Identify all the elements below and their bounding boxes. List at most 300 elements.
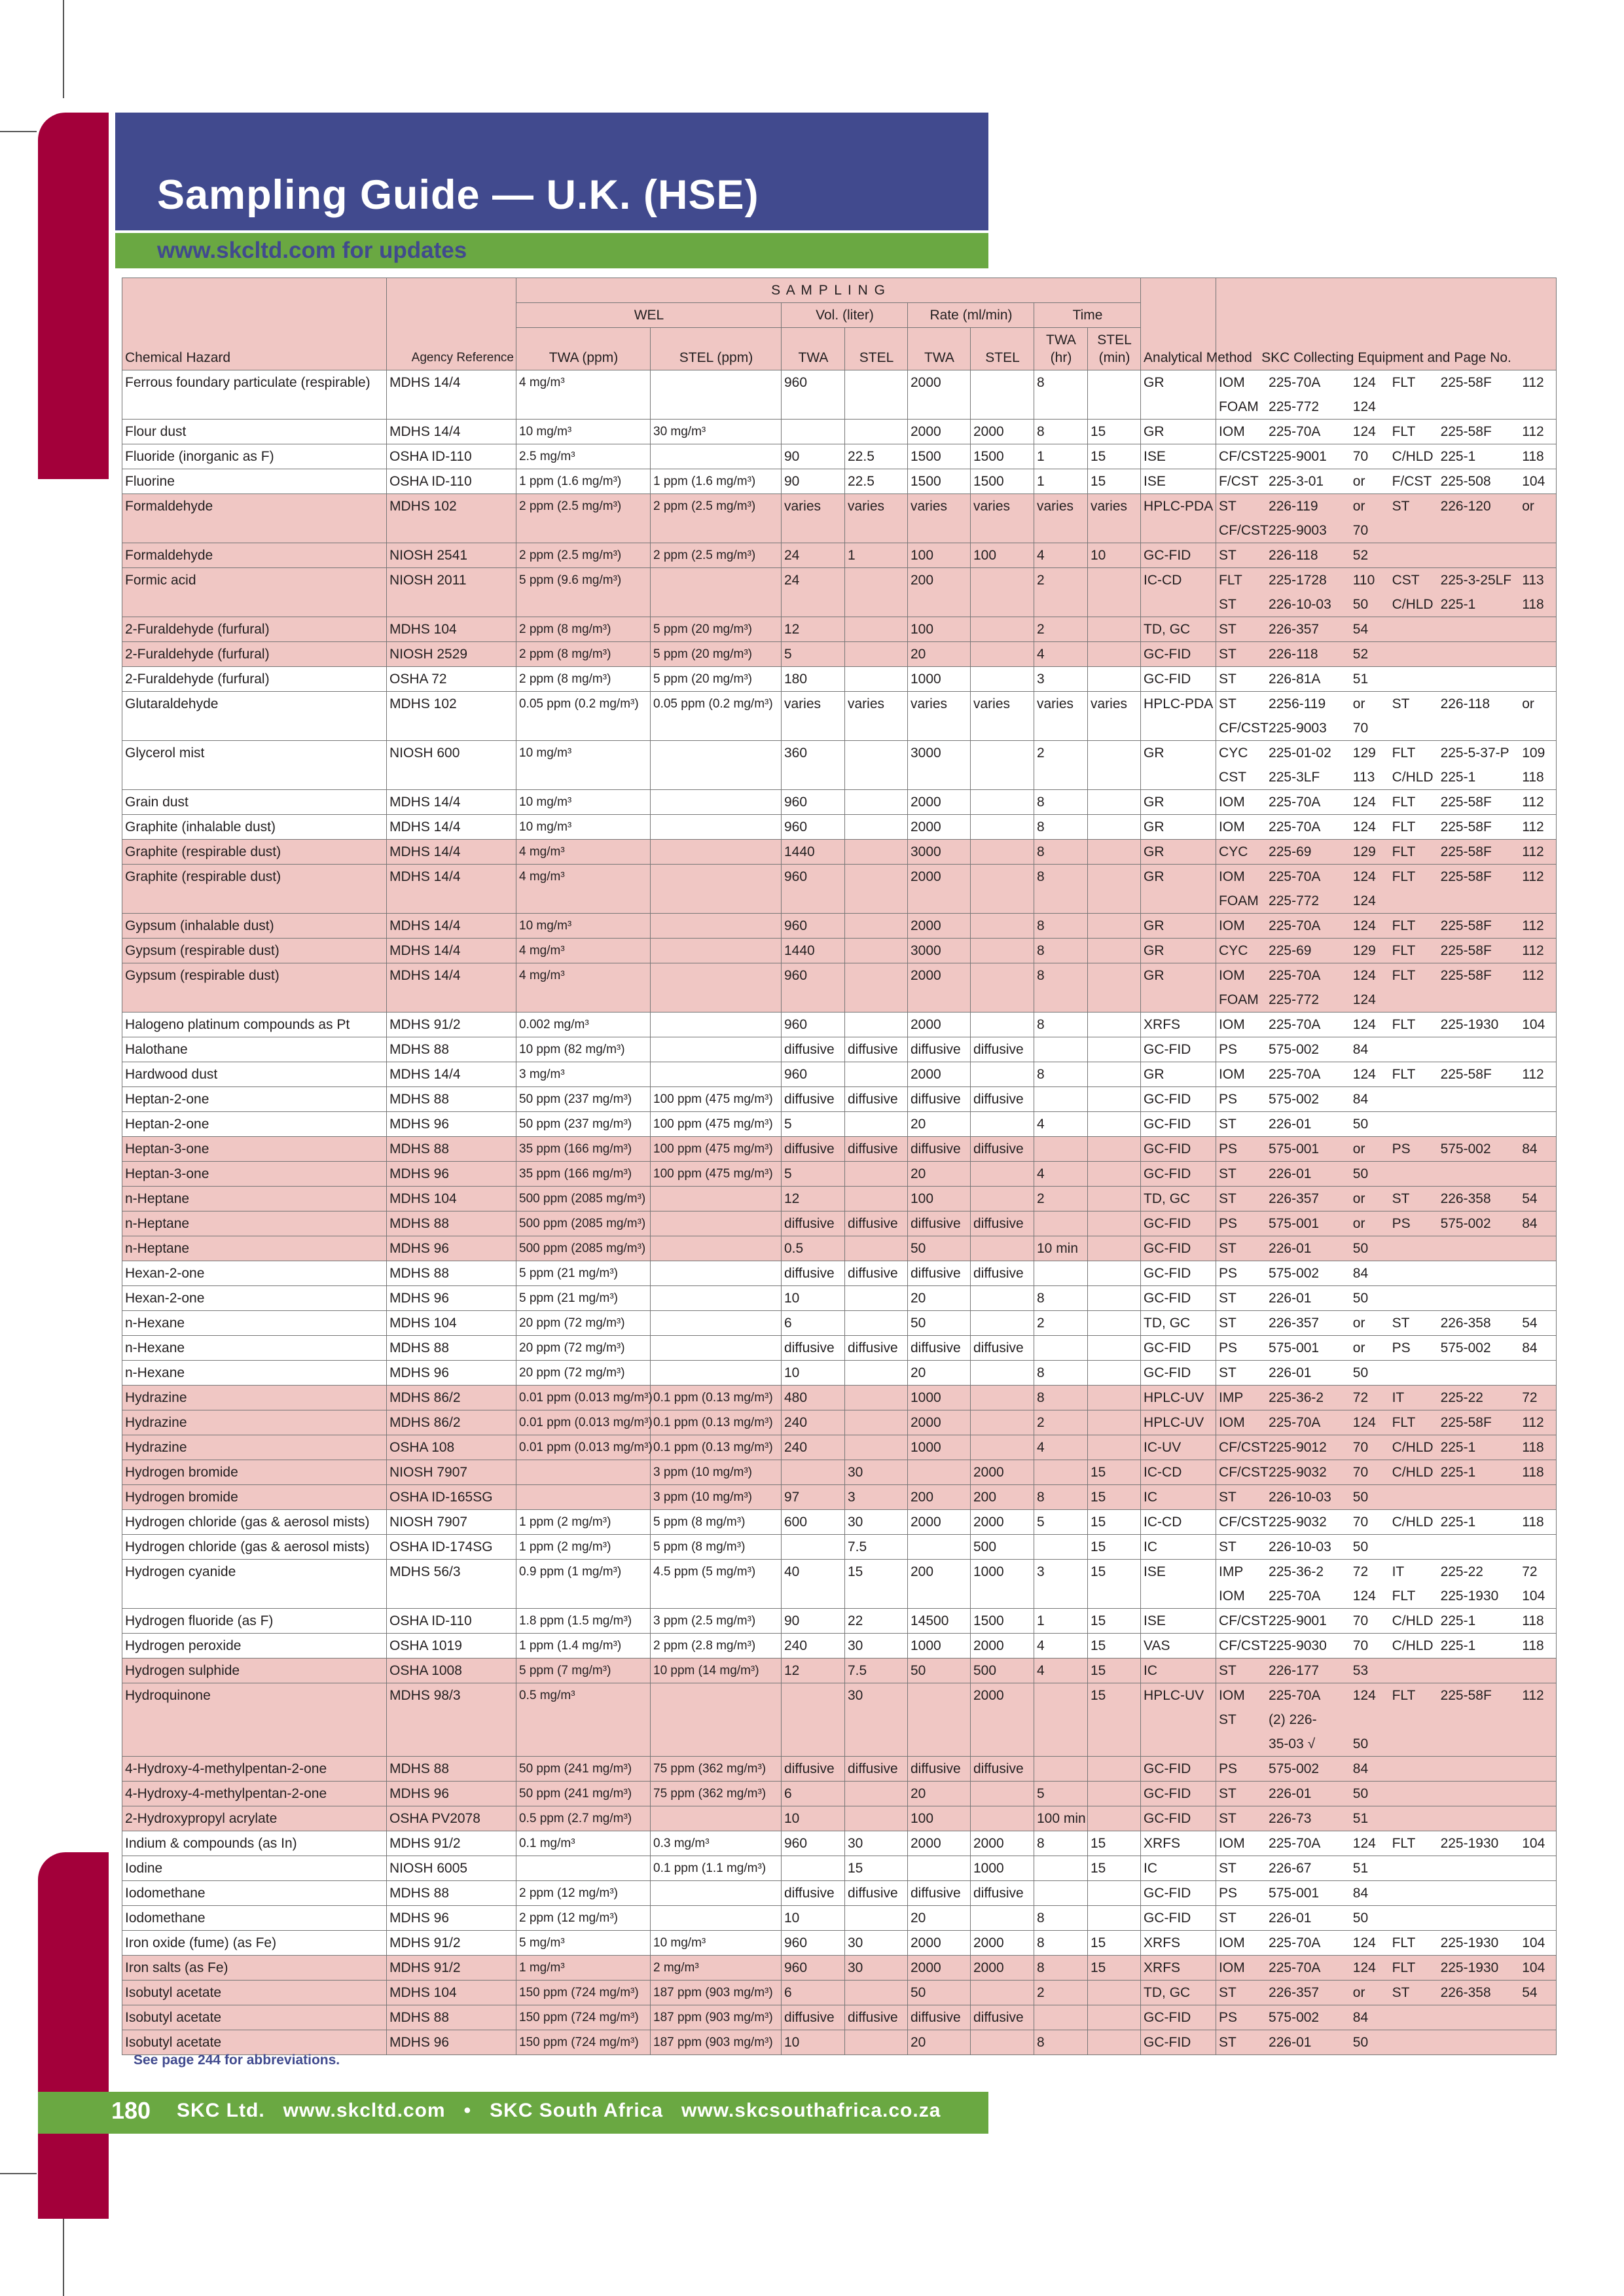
method-cell: IC (1141, 1659, 1216, 1683)
method-cell: GR (1141, 914, 1216, 939)
equipment-item (1519, 1162, 1556, 1186)
rate-stel-cell: 100 (971, 543, 1034, 568)
equipment-item: F/CST (1219, 474, 1259, 489)
equipment-item: 112 (1522, 844, 1544, 859)
wel-stel-cell: 3 ppm (2.5 mg/m³) (651, 1609, 782, 1634)
vol-stel-cell: 3 (845, 1485, 908, 1510)
equipment-item (1519, 988, 1556, 1012)
equipment-item: FLT (1392, 1960, 1416, 1975)
chemical-cell: n-Heptane (122, 1187, 387, 1211)
equipment-item: PS (1219, 1216, 1238, 1231)
table-row (122, 1261, 1557, 1286)
rate-twa-cell: 100 (908, 543, 971, 568)
crop-mark (63, 2206, 64, 2296)
wel-stel-cell (651, 1683, 782, 1757)
time-twa-cell: 4 (1034, 1435, 1088, 1460)
vol-stel-cell (845, 1386, 908, 1410)
wel-stel-cell: 0.05 ppm (0.2 mg/m³) (651, 692, 782, 741)
equipment-cell (1216, 963, 1557, 1013)
time-stel-cell: varies (1088, 494, 1141, 543)
method-cell: HPLC-PDA (1141, 494, 1216, 543)
time-twa-cell: 8 (1034, 420, 1088, 444)
equipment-cell (1216, 790, 1557, 815)
vol-stel-cell (845, 1286, 908, 1311)
equipment-item (1519, 1806, 1556, 1831)
method-cell: XRFS (1141, 1931, 1216, 1956)
equipment-cell (1216, 1782, 1557, 1806)
equipment-cell (1216, 1361, 1557, 1386)
vol-twa-cell: diffusive (782, 1881, 845, 1906)
equipment-item: or (1352, 1340, 1365, 1355)
rate-twa-cell: 50 (908, 1981, 971, 2005)
equipment-item: 225-9032 (1269, 1465, 1327, 1480)
table-row (122, 1683, 1557, 1757)
rate-twa-cell: diffusive (908, 1137, 971, 1162)
table-row (122, 617, 1557, 642)
wel-stel-cell (651, 1013, 782, 1037)
vol-twa-cell: 90 (782, 469, 845, 494)
equipment-cell (1216, 741, 1557, 790)
equipment-item: 575-001 (1269, 1340, 1320, 1355)
agency-cell: NIOSH 600 (387, 741, 516, 790)
wel-stel-cell: 5 ppm (8 mg/m³) (651, 1535, 782, 1560)
agency-cell: MDHS 88 (387, 1137, 516, 1162)
time-twa-cell: 8 (1034, 790, 1088, 815)
method-cell: GR (1141, 1062, 1216, 1087)
equipment-item: FLT (1392, 1836, 1416, 1851)
equipment-cell (1216, 1634, 1557, 1659)
equipment-item: 225-58F (1440, 943, 1492, 958)
rate-stel-cell (971, 1981, 1034, 2005)
equipment-item: 112 (1522, 1415, 1544, 1430)
table-row (122, 1757, 1557, 1782)
equipment-item (1390, 1881, 1438, 1905)
equipment-cell (1216, 1609, 1557, 1634)
rate-stel-cell (971, 667, 1034, 692)
table-row (122, 420, 1557, 444)
method-cell: GC-FID (1141, 1162, 1216, 1187)
equipment-item: 70 (1352, 1613, 1369, 1628)
wel-twa-cell: 10 mg/m³ (516, 914, 651, 939)
header-rate-stel: STEL (971, 328, 1034, 370)
chemical-cell: Fluorine (122, 469, 387, 494)
table-row (122, 667, 1557, 692)
equipment-item: FLT (1392, 1588, 1416, 1604)
table-row (122, 1435, 1557, 1460)
time-stel-cell: 15 (1088, 1856, 1141, 1881)
update-url-note[interactable]: www.skcltd.com for updates (157, 238, 467, 263)
equipment-item (1438, 1732, 1520, 1756)
chemical-cell: n-Heptane (122, 1211, 387, 1236)
method-cell: GC-FID (1141, 1087, 1216, 1112)
rate-stel-cell: diffusive (971, 1087, 1034, 1112)
vol-stel-cell (845, 815, 908, 840)
chemical-cell: Formaldehyde (122, 494, 387, 543)
time-stel-cell (1088, 1361, 1141, 1386)
equipment-item: PS (1219, 1886, 1238, 1901)
vol-stel-cell (845, 1112, 908, 1137)
equipment-item: 112 (1522, 424, 1544, 439)
time-stel-cell (1088, 1981, 1141, 2005)
time-twa-cell: 2 (1034, 741, 1088, 790)
equipment-item: 50 (1352, 1736, 1369, 1751)
equipment-item: 225-1930 (1440, 1836, 1499, 1851)
time-stel-cell (1088, 568, 1141, 617)
wel-stel-cell: 187 ppm (903 mg/m³) (651, 2030, 782, 2055)
equipment-item: ST (1219, 647, 1236, 662)
equipment-item: 84 (1352, 1042, 1369, 1057)
equipment-item (1519, 1782, 1556, 1806)
wel-twa-cell (516, 1460, 651, 1485)
time-stel-cell (1088, 939, 1141, 963)
equipment-item: or (1352, 1985, 1365, 2000)
time-stel-cell (1088, 1782, 1141, 1806)
rate-stel-cell: diffusive (971, 1881, 1034, 1906)
vol-stel-cell (845, 1361, 908, 1386)
wel-stel-cell: 100 ppm (475 mg/m³) (651, 1112, 782, 1137)
equipment-item: 112 (1522, 1067, 1544, 1082)
equipment-item: FLT (1392, 1415, 1416, 1430)
equipment-item: 50 (1352, 1166, 1369, 1181)
method-cell: IC-UV (1141, 1435, 1216, 1460)
equipment-item: 70 (1352, 1465, 1369, 1480)
equipment-item (1519, 1757, 1556, 1781)
method-cell: GC-FID (1141, 1906, 1216, 1931)
rate-twa-cell: varies (908, 692, 971, 741)
vol-stel-cell (845, 790, 908, 815)
vol-stel-cell: diffusive (845, 1037, 908, 1062)
wel-twa-cell: 5 ppm (7 mg/m³) (516, 1659, 651, 1683)
equipment-item (1519, 543, 1556, 567)
equipment-item: 104 (1522, 1935, 1545, 1950)
equipment-item: 104 (1522, 1960, 1545, 1975)
crop-mark (0, 2173, 37, 2174)
equipment-item: 124 (1352, 1415, 1376, 1430)
equipment-item: 225-1930 (1440, 1588, 1499, 1604)
chemical-cell: Gypsum (inhalable dust) (122, 914, 387, 939)
equipment-item (1438, 1906, 1520, 1930)
rate-stel-cell (971, 370, 1034, 420)
header-sampling: S A M P L I N G (516, 278, 1141, 303)
equipment-item (1390, 1261, 1438, 1285)
table-row (122, 494, 1557, 543)
equipment-item: 225-772 (1269, 399, 1320, 414)
chemical-cell: Isobutyl acetate (122, 2005, 387, 2030)
rate-twa-cell: 2000 (908, 1831, 971, 1856)
equipment-item: 118 (1522, 1515, 1544, 1530)
rate-twa-cell: diffusive (908, 1757, 971, 1782)
wel-twa-cell: 1 ppm (1.6 mg/m³) (516, 469, 651, 494)
time-stel-cell (1088, 865, 1141, 914)
time-twa-cell: 8 (1034, 1485, 1088, 1510)
time-twa-cell (1034, 2005, 1088, 2030)
equipment-cell (1216, 1881, 1557, 1906)
vol-stel-cell (845, 914, 908, 939)
wel-twa-cell: 4 mg/m³ (516, 840, 651, 865)
equipment-item: FOAM (1219, 992, 1259, 1007)
equipment-item: FLT (1219, 573, 1242, 588)
method-cell: XRFS (1141, 1956, 1216, 1981)
equipment-item: IOM (1219, 1935, 1245, 1950)
vol-stel-cell: varies (845, 494, 908, 543)
wel-stel-cell: 187 ppm (903 mg/m³) (651, 1981, 782, 2005)
time-twa-cell (1034, 1261, 1088, 1286)
equipment-item: 575-002 (1269, 1092, 1320, 1107)
vol-stel-cell (845, 2030, 908, 2055)
equipment-item: FOAM (1219, 893, 1259, 908)
method-cell: GC-FID (1141, 1037, 1216, 1062)
equipment-item: 225-70A (1269, 968, 1321, 983)
time-stel-cell (1088, 741, 1141, 790)
decorative-red-bar (38, 1852, 109, 2219)
agency-cell: MDHS 88 (387, 1087, 516, 1112)
equipment-item: or (1352, 1316, 1365, 1331)
equipment-item: ST (1219, 1117, 1236, 1132)
rate-twa-cell: diffusive (908, 1087, 971, 1112)
time-stel-cell (1088, 1261, 1141, 1286)
equipment-item (1390, 889, 1438, 913)
page-number: 180 (111, 2097, 151, 2124)
time-twa-cell: 8 (1034, 1831, 1088, 1856)
wel-stel-cell (651, 1881, 782, 1906)
wel-twa-cell: 150 ppm (724 mg/m³) (516, 2030, 651, 2055)
vol-stel-cell (845, 1782, 908, 1806)
wel-stel-cell (651, 568, 782, 617)
time-stel-cell (1088, 1286, 1141, 1311)
chemical-cell: Ferrous foundary particulate (respirable) (122, 370, 387, 420)
equipment-item: FOAM (1219, 399, 1259, 414)
equipment-item: C/HLD (1392, 1613, 1434, 1628)
chemical-cell: Fluoride (inorganic as F) (122, 444, 387, 469)
time-twa-cell: 8 (1034, 1013, 1088, 1037)
equipment-item: ST (1219, 1985, 1236, 2000)
wel-twa-cell: 5 ppm (21 mg/m³) (516, 1261, 651, 1286)
equipment-item: 129 (1352, 844, 1376, 859)
agency-cell: MDHS 104 (387, 1981, 516, 2005)
table-row (122, 642, 1557, 667)
chemical-cell: 4-Hydroxy-4-methylpentan-2-one (122, 1782, 387, 1806)
agency-cell: MDHS 104 (387, 1187, 516, 1211)
vol-twa-cell: 960 (782, 1062, 845, 1087)
rate-stel-cell (971, 1236, 1034, 1261)
equipment-item: 104 (1522, 1017, 1545, 1032)
vol-twa-cell: 1440 (782, 840, 845, 865)
equipment-item: 118 (1522, 1465, 1544, 1480)
agency-cell: MDHS 104 (387, 617, 516, 642)
page-title: Sampling Guide — U.K. (HSE) (157, 172, 759, 218)
wel-stel-cell: 10 mg/m³ (651, 1931, 782, 1956)
equipment-item: 112 (1522, 968, 1544, 983)
vol-twa-cell: 600 (782, 1510, 845, 1535)
vol-stel-cell: 30 (845, 1460, 908, 1485)
rate-twa-cell: 3000 (908, 840, 971, 865)
agency-cell: OSHA 1019 (387, 1634, 516, 1659)
equipment-item: 51 (1352, 672, 1369, 687)
vol-stel-cell: 30 (845, 1931, 908, 1956)
wel-twa-cell: 20 ppm (72 mg/m³) (516, 1361, 651, 1386)
wel-twa-cell: 0.01 ppm (0.013 mg/m³) (516, 1435, 651, 1460)
rate-stel-cell (971, 914, 1034, 939)
chemical-cell: n-Hexane (122, 1361, 387, 1386)
rate-twa-cell: diffusive (908, 1336, 971, 1361)
equipment-item (1390, 1236, 1438, 1261)
vol-twa-cell: diffusive (782, 2005, 845, 2030)
vol-stel-cell (845, 1806, 908, 1831)
equipment-cell (1216, 543, 1557, 568)
equipment-cell (1216, 1981, 1557, 2005)
equipment-item: 118 (1522, 1440, 1544, 1455)
equipment-item: 226-358 (1440, 1191, 1491, 1206)
chemical-cell: Iodomethane (122, 1881, 387, 1906)
equipment-item: or (1352, 499, 1365, 514)
time-stel-cell (1088, 1112, 1141, 1137)
equipment-item (1390, 2005, 1438, 2030)
equipment-item: IOM (1219, 1688, 1245, 1703)
rate-twa-cell: 2000 (908, 790, 971, 815)
agency-cell: NIOSH 6005 (387, 1856, 516, 1881)
equipment-item: CF/CST (1219, 1515, 1269, 1530)
rate-twa-cell: 2000 (908, 1510, 971, 1535)
wel-stel-cell: 100 ppm (475 mg/m³) (651, 1087, 782, 1112)
rate-twa-cell: 2000 (908, 963, 971, 1013)
equipment-cell (1216, 815, 1557, 840)
rate-twa-cell: 2000 (908, 1410, 971, 1435)
wel-twa-cell: 0.01 ppm (0.013 mg/m³) (516, 1386, 651, 1410)
equipment-item: 226-10-03 (1269, 1490, 1331, 1505)
equipment-item (1390, 518, 1438, 543)
equipment-item: IOM (1219, 869, 1245, 884)
vol-twa-cell: 97 (782, 1485, 845, 1510)
equipment-item: 84 (1522, 1340, 1538, 1355)
rate-stel-cell: 2000 (971, 1931, 1034, 1956)
time-stel-cell (1088, 840, 1141, 865)
equipment-item (1350, 1708, 1390, 1732)
vol-twa-cell: 5 (782, 1112, 845, 1137)
equipment-item: 84 (1352, 1886, 1369, 1901)
equipment-item (1438, 1708, 1520, 1732)
equipment-item: 112 (1522, 795, 1544, 810)
chemical-cell: Iodine (122, 1856, 387, 1881)
table-row (122, 1187, 1557, 1211)
vol-twa-cell: diffusive (782, 1757, 845, 1782)
equipment-item (1390, 1162, 1438, 1186)
table-row (122, 2005, 1557, 2030)
rate-twa-cell: 2000 (908, 865, 971, 914)
equipment-item: 225-70A (1269, 1415, 1321, 1430)
method-cell: IC (1141, 1535, 1216, 1560)
chemical-cell: Glycerol mist (122, 741, 387, 790)
time-stel-cell: 15 (1088, 1634, 1141, 1659)
equipment-item: 225-70A (1269, 1017, 1321, 1032)
equipment-item: IOM (1219, 1415, 1245, 1430)
time-twa-cell: varies (1034, 494, 1088, 543)
equipment-item (1438, 1757, 1520, 1781)
equipment-item: 104 (1522, 1588, 1545, 1604)
equipment-cell (1216, 914, 1557, 939)
time-twa-cell: 2 (1034, 1981, 1088, 2005)
equipment-cell (1216, 1956, 1557, 1981)
method-cell: GC-FID (1141, 642, 1216, 667)
vol-twa-cell: diffusive (782, 1336, 845, 1361)
wel-stel-cell: 75 ppm (362 mg/m³) (651, 1782, 782, 1806)
equipment-item: C/HLD (1392, 1638, 1434, 1653)
vol-stel-cell (845, 568, 908, 617)
equipment-item: 226-01 (1269, 1365, 1312, 1380)
rate-twa-cell: 2000 (908, 420, 971, 444)
equipment-item: ST (1392, 696, 1410, 711)
equipment-item (1390, 1708, 1438, 1732)
equipment-item: 225-70A (1269, 918, 1321, 933)
wel-twa-cell: 10 mg/m³ (516, 815, 651, 840)
rate-twa-cell: diffusive (908, 2005, 971, 2030)
table-row (122, 1062, 1557, 1087)
vol-twa-cell: 10 (782, 2030, 845, 2055)
time-twa-cell: 2 (1034, 568, 1088, 617)
equipment-item (1438, 1782, 1520, 1806)
equipment-item: 226-119 (1269, 499, 1318, 514)
equipment-item: 52 (1352, 548, 1369, 563)
table-row (122, 444, 1557, 469)
equipment-item: 225-70A (1269, 819, 1321, 834)
method-cell: IC-CD (1141, 1460, 1216, 1485)
vol-twa-cell: 12 (782, 1659, 845, 1683)
wel-twa-cell: 2 ppm (12 mg/m³) (516, 1906, 651, 1931)
header-chemical: Chemical Hazard (122, 278, 387, 370)
header-twa-hr: TWA (hr) (1034, 328, 1088, 370)
equipment-item: 118 (1522, 770, 1544, 785)
method-cell: IC (1141, 1856, 1216, 1881)
equipment-item (1438, 1856, 1520, 1880)
wel-stel-cell: 0.1 ppm (0.13 mg/m³) (651, 1410, 782, 1435)
equipment-item: or (1352, 1191, 1365, 1206)
equipment-item: 226-01 (1269, 1291, 1312, 1306)
equipment-item: PS (1219, 1141, 1238, 1157)
equipment-item (1519, 1856, 1556, 1880)
rate-stel-cell: 500 (971, 1659, 1034, 1683)
equipment-item (1519, 617, 1556, 641)
rate-twa-cell: 200 (908, 1485, 971, 1510)
wel-stel-cell: 5 ppm (20 mg/m³) (651, 667, 782, 692)
table-row (122, 1162, 1557, 1187)
chemical-cell: 2-Hydroxypropyl acrylate (122, 1806, 387, 1831)
method-cell: TD, GC (1141, 1187, 1216, 1211)
equipment-item: 225-58F (1440, 1067, 1492, 1082)
equipment-cell (1216, 1336, 1557, 1361)
equipment-cell (1216, 1013, 1557, 1037)
vol-twa-cell: 90 (782, 444, 845, 469)
rate-stel-cell (971, 642, 1034, 667)
equipment-item: FLT (1392, 1935, 1416, 1950)
rate-twa-cell: 14500 (908, 1609, 971, 1634)
wel-twa-cell: 1 mg/m³ (516, 1956, 651, 1981)
table-row (122, 1981, 1557, 2005)
equipment-item: 53 (1352, 1663, 1369, 1678)
equipment-item: 226-10-03 (1269, 1539, 1331, 1554)
time-twa-cell (1034, 1336, 1088, 1361)
rate-stel-cell (971, 939, 1034, 963)
method-cell: GC-FID (1141, 1336, 1216, 1361)
equipment-item: IT (1392, 1390, 1405, 1405)
equipment-item: 84 (1352, 2010, 1369, 2025)
equipment-item: 575-001 (1269, 1886, 1320, 1901)
rate-stel-cell: 2000 (971, 1831, 1034, 1856)
equipment-cell (1216, 1062, 1557, 1087)
agency-cell: MDHS 14/4 (387, 865, 516, 914)
vol-twa-cell: varies (782, 494, 845, 543)
wel-twa-cell: 0.002 mg/m³ (516, 1013, 651, 1037)
table-row (122, 1906, 1557, 1931)
rate-stel-cell: varies (971, 494, 1034, 543)
